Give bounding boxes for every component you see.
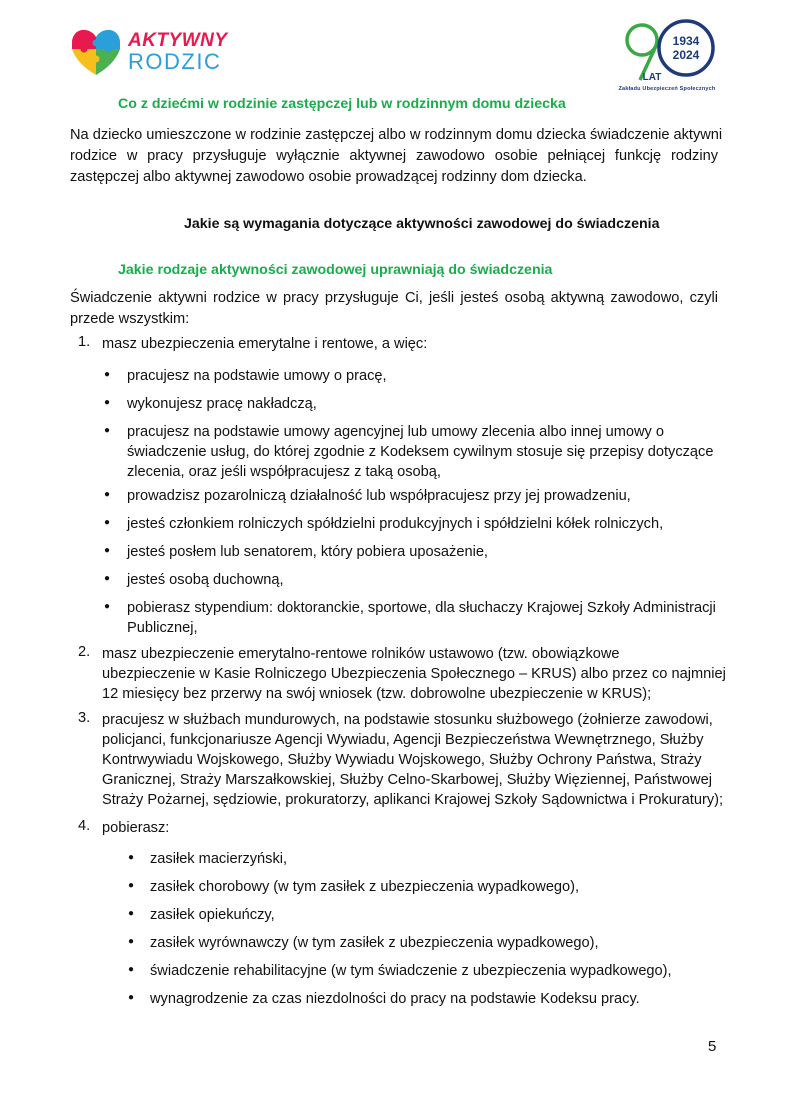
section-heading-foster-care: Co z dziećmi w rodzinie zastępczej lub w rodzinnym domu dziecka bbox=[118, 96, 566, 112]
bullet-icon: ● bbox=[128, 880, 135, 891]
bullet-item: jesteś członkiem rolniczych spółdzielni produkcyjnych i spółdzielni kółek rolniczych, bbox=[127, 516, 664, 532]
bullet-item: prowadzisz pozarolniczą działalność lub współpracujesz przy jej prowadzeniu, bbox=[127, 488, 631, 504]
list-item-text bbox=[102, 644, 726, 704]
list-line: 12 miesięcy bez przerwy na swój wniosek (tzw. dobrowolne ubezpieczenie w KRUS); bbox=[102, 686, 652, 702]
paragraph-line: rodzice w pracy przysługuje wyłącznie aktywnej zawodowo osobie pełniącej funkcję rodziny bbox=[70, 148, 718, 164]
bullet-icon: ● bbox=[104, 489, 111, 500]
bullet-icon: ● bbox=[128, 992, 135, 1003]
list-line: pracujesz w służbach mundurowych, na podstawie stosunku służbowego (żołnierze zawodowi, bbox=[102, 712, 713, 728]
page-number: 5 bbox=[708, 1038, 717, 1055]
svg-text:2024: 2024 bbox=[672, 48, 700, 62]
bullet-icon: ● bbox=[128, 852, 135, 863]
svg-text:1934: 1934 bbox=[672, 34, 700, 48]
section-heading-requirements: Jakie są wymagania dotyczące aktywności zawodowej do świadczenia bbox=[184, 216, 660, 232]
paragraph-line: zastępczej albo aktywnej zawodowo osobie prowadzącej rodzinny dom dziecka. bbox=[70, 169, 587, 185]
bullet-line: pobierasz stypendium: doktoranckie, sportowe, dla słuchaczy Krajowej Szkoły Administracji bbox=[127, 600, 716, 616]
bullet-item: jesteś posłem lub senatorem, który pobiera uposażenie, bbox=[127, 544, 488, 560]
bullet-icon: ● bbox=[128, 908, 135, 919]
list-number: 2. bbox=[78, 644, 91, 660]
list-number: 4. bbox=[78, 818, 91, 834]
ninety-years-icon bbox=[612, 18, 722, 88]
bullet-icon: ● bbox=[128, 964, 135, 975]
bullet-item: pracujesz na podstawie umowy o pracę, bbox=[127, 368, 387, 384]
bullet-icon: ● bbox=[104, 517, 111, 528]
bullet-item bbox=[127, 598, 716, 638]
foster-care-paragraph bbox=[70, 125, 723, 188]
bullet-line: świadczenie usług, do której zgodnie z Kodeksem cywilnym stosuje się przepisy dotyczące bbox=[127, 444, 714, 460]
bullet-item: świadczenie rehabilitacyjne (w tym świadczenie z ubezpieczenia wypadkowego), bbox=[150, 963, 672, 979]
bullet-line: Publicznej, bbox=[127, 620, 198, 636]
list-item-text bbox=[102, 710, 723, 810]
puzzle-heart-icon bbox=[70, 27, 122, 77]
list-line: Granicznej, Straży Marszałkowskiej, Służby Celno-Skarbowej, Służby Więziennej, Państwowej bbox=[102, 772, 712, 788]
paragraph-line: przede wszystkim: bbox=[70, 311, 190, 327]
intro-paragraph bbox=[70, 288, 718, 330]
bullet-line: zlecenia, oraz jeśli współpracujesz z taką osobą, bbox=[127, 464, 441, 480]
bullet-item bbox=[127, 422, 713, 482]
list-line: policjanci, funkcjonariusze Agencji Wywiadu, Agencji Bezpieczeństwa Wewnętrznego, Służby bbox=[102, 732, 704, 748]
list-line: masz ubezpieczenie emerytalno-rentowe rolników ustawowo (tzw. obowiązkowe bbox=[102, 646, 620, 662]
zus-90-lat-logo bbox=[612, 18, 722, 96]
logo-rodzic-text: RODZIC bbox=[128, 49, 222, 74]
bullet-icon: ● bbox=[104, 545, 111, 556]
paragraph-line: Na dziecko umieszczone w rodzinie zastępczej albo w rodzinnym domu dziecka świadczenie aktywni bbox=[70, 127, 723, 143]
bullet-item: jesteś osobą duchowną, bbox=[127, 572, 284, 588]
bullet-icon: ● bbox=[104, 425, 111, 436]
list-line: ubezpieczenie w Kasie Rolniczego Ubezpieczenia Społecznego – KRUS) albo przez co najmniej bbox=[102, 666, 726, 682]
bullet-item: zasiłek chorobowy (w tym zasiłek z ubezpieczenia wypadkowego), bbox=[150, 879, 580, 895]
subheading-activity-types: Jakie rodzaje aktywności zawodowej uprawniają do świadczenia bbox=[118, 262, 553, 278]
bullet-item: wynagrodzenie za czas niezdolności do pracy na podstawie Kodeksu pracy. bbox=[150, 991, 640, 1007]
list-line: Kontrwywiadu Wojskowego, Służby Wywiadu Wojskowego, Służby Ochrony Państwa, Straży bbox=[102, 752, 702, 768]
svg-text:LAT: LAT bbox=[642, 72, 662, 83]
list-item-text: masz ubezpieczenia emerytalne i rentowe, a więc: bbox=[102, 336, 428, 352]
logo-aktywny-text: AKTYWNY bbox=[128, 30, 228, 51]
bullet-item: zasiłek opiekuńczy, bbox=[150, 907, 275, 923]
paragraph-line: Świadczenie aktywni rodzice w pracy przysługuje Ci, jeśli jesteś osobą aktywną zawodowo, czyli bbox=[70, 290, 718, 306]
bullet-icon: ● bbox=[128, 936, 135, 947]
bullet-item: zasiłek macierzyński, bbox=[150, 851, 288, 867]
aktywny-rodzic-logo bbox=[70, 24, 230, 80]
list-line: Straży Pożarnej, sędziowie, prokuratorzy, aplikanci Krajowej Szkoły Sądownictwa i Prokuratury); bbox=[102, 792, 724, 808]
bullet-icon: ● bbox=[104, 397, 111, 408]
list-number: 3. bbox=[78, 710, 91, 726]
zus-caption: Zakładu Ubezpieczeń Społecznych bbox=[618, 86, 716, 92]
list-number: 1. bbox=[78, 334, 91, 350]
bullet-icon: ● bbox=[104, 601, 111, 612]
bullet-icon: ● bbox=[104, 573, 111, 584]
bullet-item: wykonujesz pracę nakładczą, bbox=[127, 396, 317, 412]
bullet-item: zasiłek wyrównawczy (w tym zasiłek z ubezpieczenia wypadkowego), bbox=[150, 935, 599, 951]
bullet-line: pracujesz na podstawie umowy agencyjnej lub umowy zlecenia albo innej umowy o bbox=[127, 424, 665, 440]
bullet-icon: ● bbox=[104, 369, 111, 380]
list-item-text: pobierasz: bbox=[102, 820, 170, 836]
